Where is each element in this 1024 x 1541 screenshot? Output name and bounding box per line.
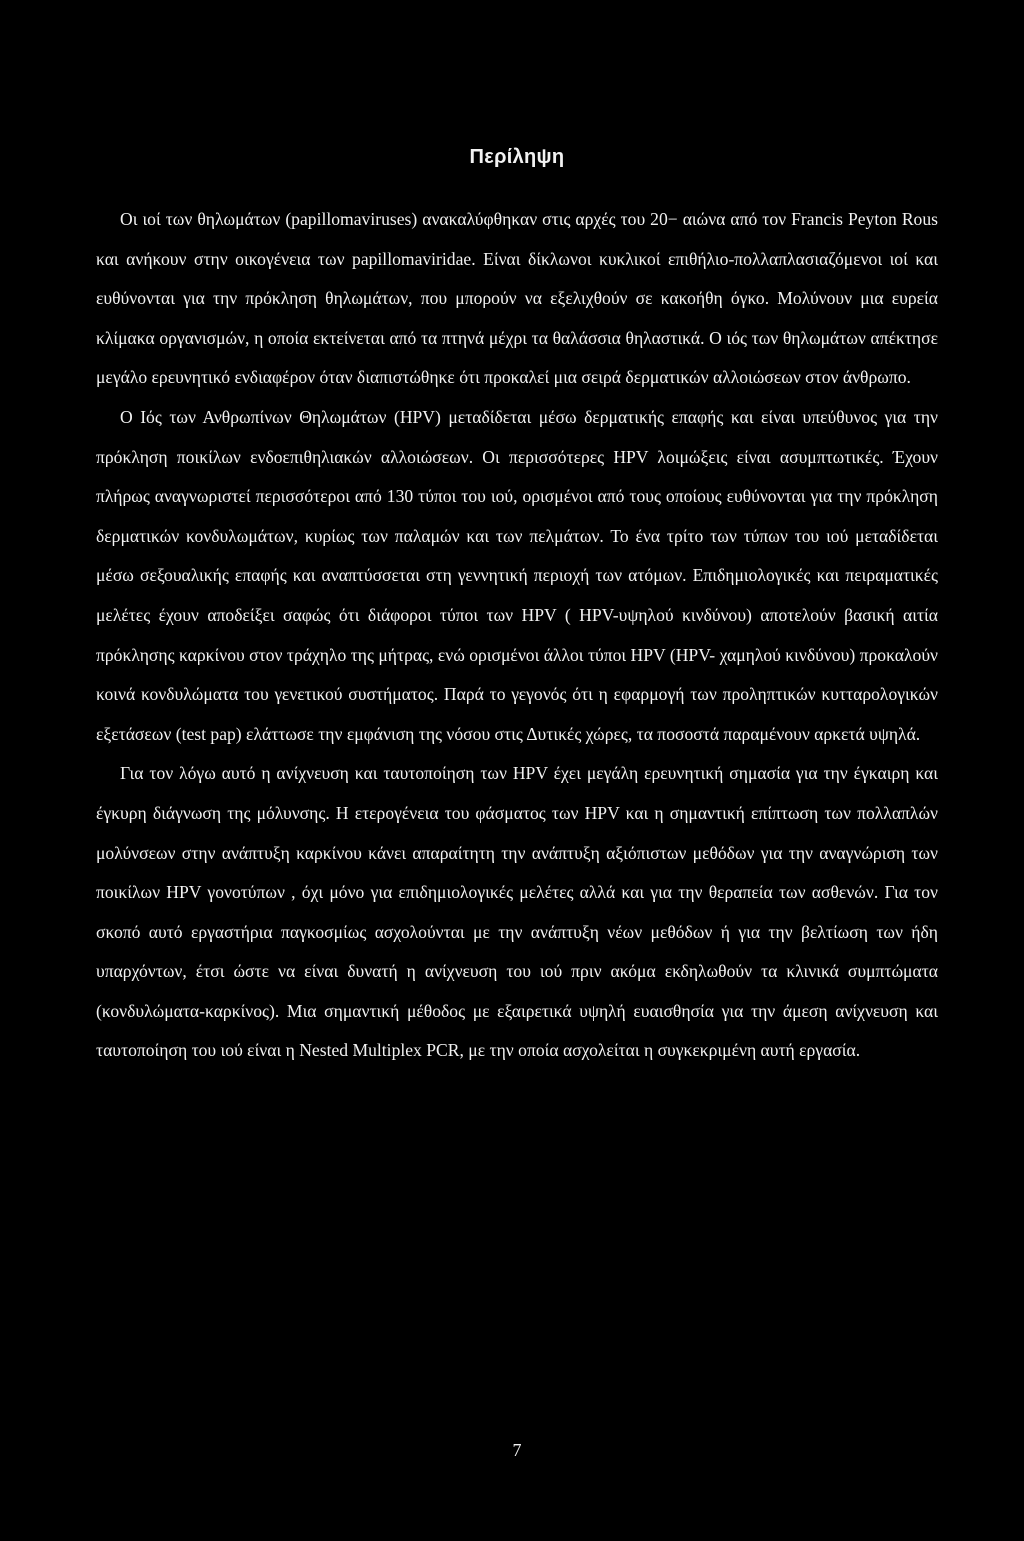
paragraph-intro: Οι ιοί των θηλωμάτων (papillomaviruses) ανακαλύφθηκαν στις αρχές του 20− αιώνα από τον Francis Peyton Rous και ανήκουν στην οικογένεια των papillomaviridae. Είναι δίκλωνοι κυκλικοί επιθήλιο-πολλαπλασιαζόμενοι ιοί και ευθύνονται για την πρόκληση θηλωμάτων, που μπορούν να εξελιχθούν σε κακοήθη όγκο. Μολύνουν μια ευρεία κλίμακα οργανισμών, η οποία εκτείνεται από τα πτηνά μέχρι τα θαλάσσια θηλαστικά. Ο ιός των θηλωμάτων απέκτησε μεγάλο ερευνητικό ενδιαφέρον όταν διαπιστώθηκε ότι προκαλεί μια σειρά δερματικών αλλοιώσεων στον άνθρωπο. [96, 209, 938, 388]
page-title: Περίληψη [469, 146, 565, 168]
document-page [96, 0, 938, 1541]
paragraph-hpv: Ο Ιός των Ανθρωπίνων Θηλωμάτων (HPV) μεταδίδεται μέσω δερματικής επαφής και είναι υπεύθυνος για την πρόκληση ποικίλων ενδοεπιθηλιακών αλλοιώσεων. Οι περισσότερες HPV λοιμώξεις είναι ασυμπτωτικές. Έχουν πλήρως αναγνωριστεί περισσότεροι από 130 τύποι του ιού, ορισμένοι από τους οποίους ευθύνονται για την πρόκληση δερματικών κονδυλωμάτων, κυρίως των παλαμών και των πελμάτων. Το ένα τρίτο των τύπων του ιού μεταδίδεται μέσω σεξουαλικής επαφής και αναπτύσσεται στη γεννητική περιοχή των ατόμων. Επιδημιολογικές και πειραματικές μελέτες έχουν αποδείξει σαφώς ότι διάφοροι τύποι των HPV ( HPV-υψηλού κινδύνου) αποτελούν βασική αιτία πρόκλησης καρκίνου στον τράχηλο της μήτρας, ενώ ορισμένοι άλλοι τύποι HPV (HPV- χαμηλού κινδύνου) προκαλούν κοινά κονδυλώματα του γενετικού συστήματος. Παρά το γεγονός ότι η εφαρμογή των προληπτικών κυτταρολογικών εξετάσεων (test pap) ελάττωσε την εμφάνιση της νόσου στις Δυτικές χώρες, τα ποσοστά παραμένουν αρκετά υψηλά. [96, 406, 938, 744]
page-number: 7 [512, 1440, 522, 1460]
paragraph-detection: Για τον λόγω αυτό η ανίχνευση και ταυτοποίηση των HPV έχει μεγάλη ερευνητική σημασία για την έγκαιρη και έγκυρη διάγνωση της μόλυνσης. Η ετερογένεια του φάσματος των HPV και η σημαντική επίπτωση των πολλαπλών μολύνσεων στην ανάπτυξη καρκίνου κάνει απαραίτητη την ανάπτυξη αξιόπιστων μεθόδων για την αναγνώριση των ποικίλων HPV γονοτύπων , όχι μόνο για επιδημιολογικές μελέτες αλλά και για την θεραπεία των ασθενών. Για τον σκοπό αυτό εργαστήρια παγκοσμίως ασχολούνται με την ανάπτυξη νέων μεθόδων ή για την βελτίωση των ήδη υπαρχόντων, έτσι ώστε να είναι δυνατή η ανίχνευση του ιού πριν ακόμα εκδηλωθούν τα κλινικά συμπτώματα (κονδυλώματα-καρκίνος). Μια σημαντική μέθοδος με εξαιρετικά υψηλή ευαισθησία για την άμεση ανίχνευση και ταυτοποίηση του ιού είναι η Nested Multiplex PCR, με την οποία ασχολείται η συγκεκριμένη αυτή εργασία. [96, 763, 938, 1061]
abstract-body [96, 200, 938, 1071]
